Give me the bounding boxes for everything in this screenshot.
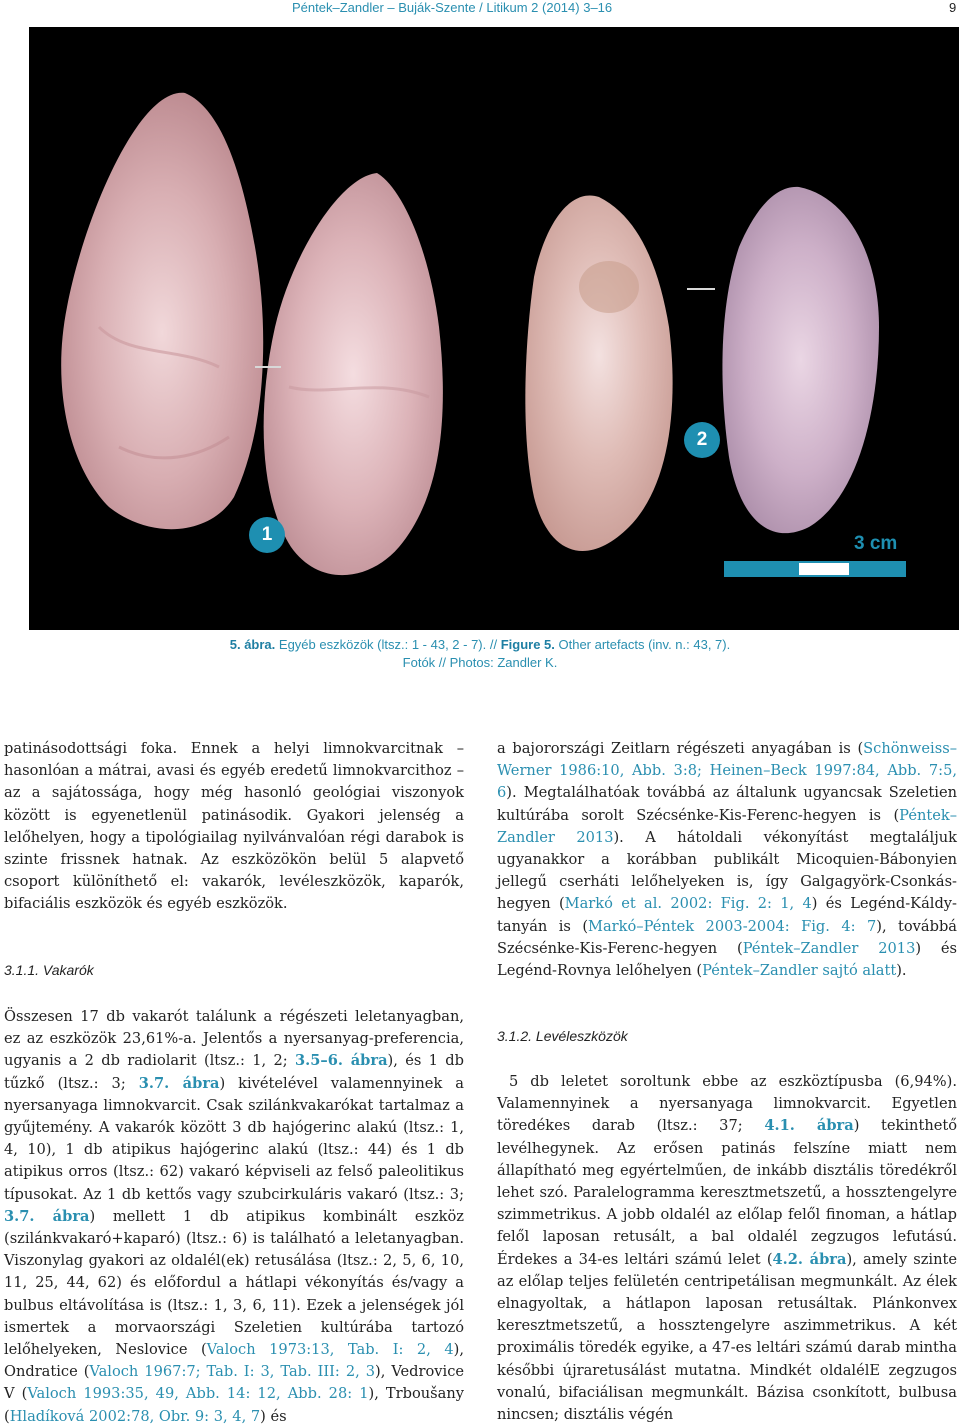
figure-caption xyxy=(0,636,960,672)
section-heading-3-1-1: 3.1.1. Vakarók xyxy=(4,962,94,978)
artefact-3-front xyxy=(525,195,672,551)
right-column-lower xyxy=(497,1071,957,1426)
mark-line-2 xyxy=(687,288,715,290)
ref-valoch-1993: Valoch 1993:35, 49, Abb. 14: 12, Abb. 28: 1 xyxy=(27,1385,369,1403)
left-column xyxy=(4,738,464,916)
ref-valoch-1967: Valoch 1967:7; Tab. I: 3, Tab. III: 2, 3 xyxy=(89,1363,376,1381)
scale-bar xyxy=(725,562,905,576)
artefact-2-front xyxy=(264,173,443,575)
left-paragraph-1: patinásodottsági foka. Ennek a helyi limnokvarcitnak – hasonlóan a mátrai, avasi és egyéb eredetű limnokvarcithoz – az a sajátossága, hogy még hasonló geológiai viszonyok között is egyenetlenül patinásodik. Gyakori jelenség a lelőhelyen, hogy a tipológiailag nyilvánvalóan régi darabok is szinte frissnek hatnak. Az eszközökön belül 5 alapvető csoport különíthető el: vakarók, levéleszközök, kaparók, bifaciális eszközök és egyéb eszközök. xyxy=(4,740,464,913)
section-heading-3-1-2: 3.1.2. Levéleszközök xyxy=(497,1028,628,1044)
caption-line-2: Fotók // Photos: Zandler K. xyxy=(402,655,558,670)
artefact-4-front xyxy=(722,187,879,533)
artefact-illustration xyxy=(29,27,959,630)
page-number: 9 xyxy=(949,0,957,15)
scale-label: 3 cm xyxy=(854,533,898,554)
label-2-badge: 2 xyxy=(684,422,720,458)
artefact-photo xyxy=(29,27,959,630)
ref-hladikova-2002: Hladíková 2002:78, Obr. 9: 3, 4, 7 xyxy=(9,1407,261,1425)
mark-line-1 xyxy=(255,366,281,368)
journal-title: Péntek–Zandler – Buják-Szente / Litikum 2 (2014) 3–16 xyxy=(292,0,613,15)
artefact-1-front xyxy=(61,93,263,529)
right-paragraph-2: 5 db leletet soroltunk ebbe az eszköztípusba (6,94%). Valamennyinek a nyersanyaga limnokvarcit. Egyetlen töredékes darab (ltsz.: 37; 4.1. ábra) tekinthető levélhegynek. Az erősen patinás felszíne miatt nem állapítható meg egyértelműen, de inkább disztális töredékről lehet szó. Paralelogramma keresztmetszetű, a hossztengelyre szimmetrikus. A jobb oldalél az előlap felől finoman, a hátlap felől laposan retusált, a bal oldalél zegzugos lefutású. Érdekes a 34-es leltári számú lelet (4.2. ábra), amely szinte az előlap teljes felületén centripetálisan megmunkált. Az élek elnagyoltak, a hátlapon laposan retusáltak. Plánkonvex keresztmetszetű, a hossztengelyre aszimmetrikus. A két proximális töredék egyike, a 47-es leltári számú darab mintha későbbi újraretusálást mutatna. Mindkét oldalélE zegzugos vonalú, bifaciálisan megmunkált. Bázisa csonkított, bulbusa nincsen; disztális végén xyxy=(497,1073,958,1424)
label-1-badge: 1 xyxy=(249,517,285,553)
left-column-lower xyxy=(4,1006,464,1428)
running-header xyxy=(0,0,960,20)
caption-line-1: 5. ábra. Egyéb eszközök (ltsz.: 1 - 43, 2 - 7). // Figure 5. Other artefacts (inv. n.: 43, 7). xyxy=(229,637,731,652)
right-paragraph-1: a bajorországi Zeitlarn régészeti anyagában is (Schönweiss–Werner 1986:10, Abb. 3:8; Heinen–Beck 1997:84, Abb. 7:5, 6). Megtalálhatóak továbbá az általunk ugyancsak Szeletien kultúrába sorolt Szécsénke-Kis-Ferenc-hegyen is (Péntek–Zandler 2013). A hátoldali vékonyítást megtaláljuk ugyanakkor a korábban publikált Micoquien-Bábonyien jellegű cserháti lelőhelyeken is, így Galgagyörk-Csonkás-hegyen (Markó et al. 2002: Fig. 2: 1, 4) és Legénd-Káldy-tanyán is (Markó–Péntek 2003-2004: Fig. 4: 7), továbbá Szécsénke-Kis-Ferenc-hegyen (Péntek–Zandler 2013) és Legénd-Rovnya lelőhelyen (Péntek–Zandler sajtó alatt). xyxy=(497,740,957,980)
ref-valoch-1973: Valoch 1973:13, Tab. I: 2, 4 xyxy=(206,1341,454,1359)
left-paragraph-2: Összesen 17 db vakarót találunk a régészeti leletanyagban, ez az eszközök 23,61%-a. Jelentős a nyersanyag-preferencia, ugyanis a 2 db radiolarit (ltsz.: 1, 2; 3.5–6. ábra), és 1 db tűzkő (ltsz.: 3; 3.7. ábra) kivételével valamennyinek a nyersanyaga limnokvarcit. Csak szilánkvakarókat tartalmaz a gyűjtemény. A vakarók között 3 db hajógerinc alakú (ltsz.: 1, 4, 10), 1 db atipikus hajógerinc alakú (ltsz.: 44) és 1 db atipikus orros (ltsz.: 62) vakaró képviseli az felső paleolitikus típusokat. Az 1 db kettős vagy szubcirkuláris vakaró (ltsz.: 3; 3.7. ábra) mellett 1 db atipikus kombinált eszköz (szilánkvakaró+kaparó) (ltsz.: 6) is található a leletanyagban. Viszonylag gyakori az oldalél(ek) retusálása (ltsz.: 2, 5, 6, 10, 11, 25, 44, 62) és előfordul a hátlapi vékonyítás és/vagy a bulbus eltávolítása is (ltsz.: 1, 3, 6, 11). Ezek a jelenségek jól ismertek a morvaországi Szeletien kultúrába tartozó lelőhelyeken, Neslovice (Valoch 1973:13, Tab. I: 2, 4), Ondratice (Valoch 1967:7; Tab. I: 3, Tab. III: 2, 3), Vedrovice V (Valoch 1993:35, 49, Abb. 14: 12, Abb. 28: 1), Trboušany (Hladíková 2002:78, Obr. 9: 3, 4, 7) és xyxy=(4,1008,465,1425)
right-column xyxy=(497,738,957,982)
